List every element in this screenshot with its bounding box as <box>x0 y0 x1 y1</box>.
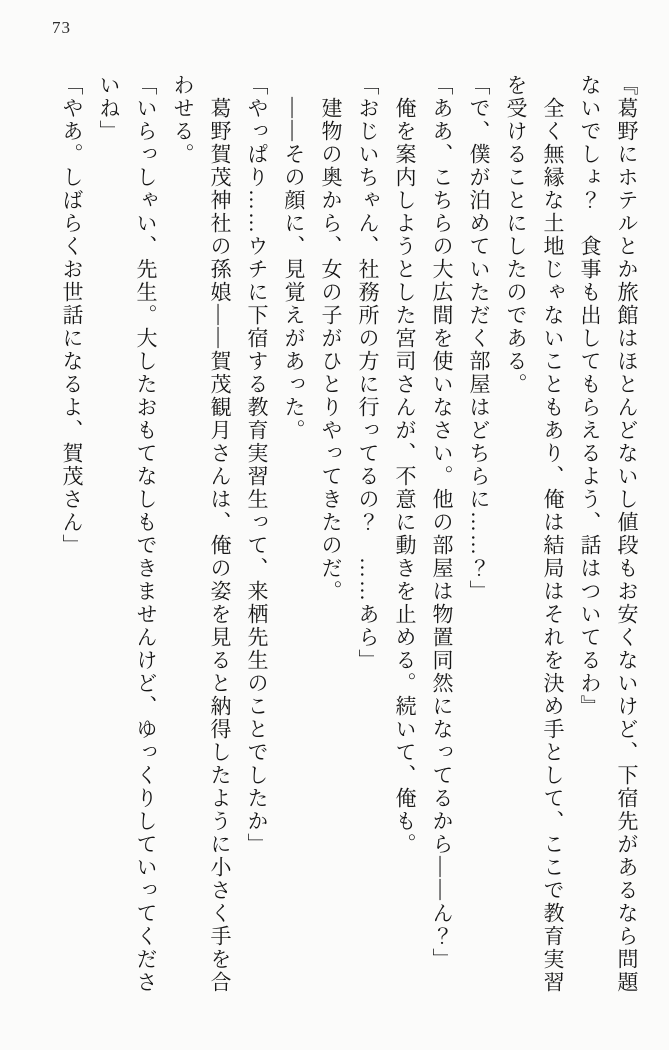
paragraph-narration-3: 建物の奥から、女の子がひとりやってきたのだ。 <box>319 74 343 603</box>
body-text <box>53 74 645 1000</box>
page-number: 73 <box>52 18 71 37</box>
paragraph-dialogue-1: 「で、僕が泊めていただく部屋はどちらに……？」 <box>467 74 491 603</box>
paragraph-narration-2: 俺を案内しようとした宮司さんが、不意に動きを止める。続いて、俺も。 <box>393 74 417 856</box>
paragraph-dialogue-2: 「ああ、こちらの大広間を使いなさい。他の部屋は物置同然になってるから——ん？」 <box>430 74 454 971</box>
paragraph-dialogue-6: 「やあ。しばらくお世話になるよ、賀茂さん」 <box>60 74 84 557</box>
paragraph-narration-1: 全く無縁な土地じゃないこともあり、俺は結局はそれを決め手として、ここで教育実習を受けることにしたのである。 <box>504 74 565 994</box>
paragraph-dialogue-3: 「おじいちゃん、社務所の方に行ってるの？ ……あら」 <box>356 74 380 672</box>
paragraph-dialogue-4: 「やっぱり……ウチに下宿する教育実習生って、来栖先生のことでしたか」 <box>245 74 269 856</box>
paragraph-quoted-dialogue-1: 『葛野にホテルとか旅館はほとんどないし値段もお安くないけど、下宿先があるなら問題ないでしょ？ 食事も出してもらえるよう、話はついてるわ』 <box>578 74 639 994</box>
paragraph-narration-5: 葛野賀茂神社の孫娘——賀茂観月さんは、俺の姿を見ると納得したように小さく手を合わせる。 <box>171 74 232 994</box>
paragraph-dialogue-5: 「いらっしゃい、先生。大したおもてなしもできませんけど、ゆっくりしていってくださいね」 <box>97 74 158 994</box>
paragraph-narration-4: ——その顔に、見覚えがあった。 <box>282 74 306 442</box>
